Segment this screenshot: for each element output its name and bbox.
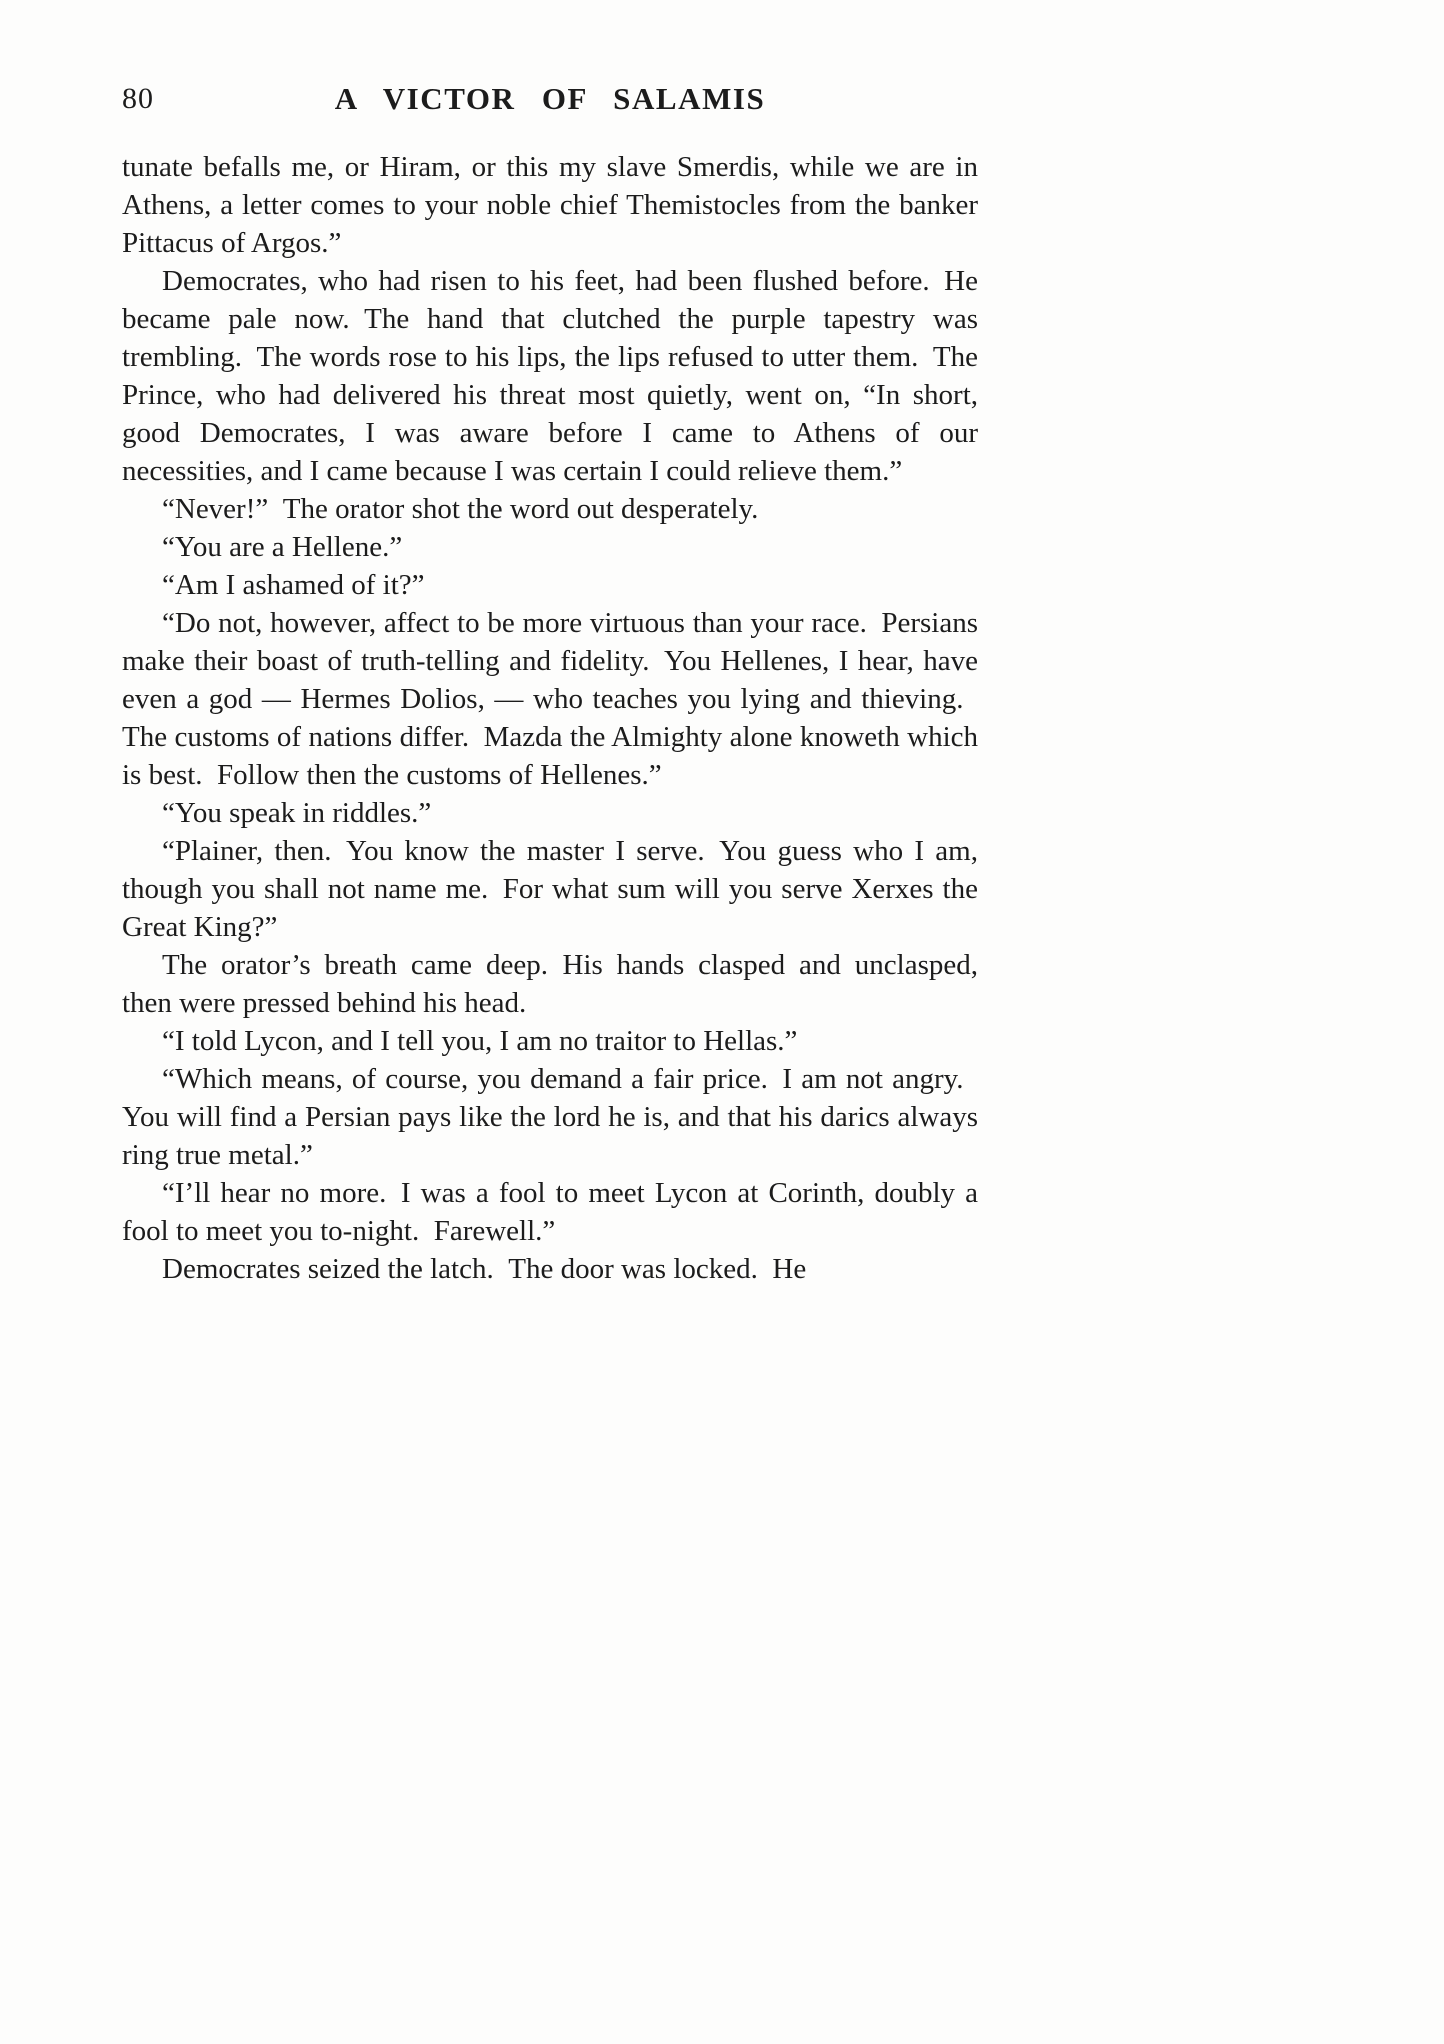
body-text [122, 148, 978, 1288]
paragraph: “Never!” The orator shot the word out desperately. [162, 493, 759, 525]
running-head: A VICTOR OF SALAMIS [334, 81, 766, 116]
paragraph: “I’ll hear no more. I was a fool to meet Lycon at Corinth, doubly a fool to meet you to-night. Farewell.” [122, 1177, 978, 1247]
page-header [122, 78, 978, 120]
paragraph: “Do not, however, affect to be more virtuous than your race. Persians make their boast of truth-telling and fidelity. You Hellenes, I hear, have even a god — Hermes Dolios, — who teaches you lying and thieving. The customs of nations differ. Mazda the Almighty alone knoweth which is best. Follow then the customs of Hellenes.” [122, 607, 978, 791]
text-block [122, 78, 978, 1288]
paragraph: “Am I ashamed of it?” [162, 569, 425, 601]
paragraph: Democrates, who had risen to his feet, had been flushed before. He became pale now. The hand that clutched the purple tapestry was trembling. The words rose to his lips, the lips refused to utter them. The Prince, who had delivered his threat most quietly, went on, “In short, good Democrates, I was aware before I came to Athens of our necessities, and I came because I was certain I could relieve them.” [122, 265, 978, 487]
page-number: 80 [122, 82, 154, 115]
paragraph: “I told Lycon, and I tell you, I am no traitor to Hellas.” [162, 1025, 798, 1057]
paragraph: The orator’s breath came deep. His hands clasped and unclasped, then were pressed behind his head. [122, 949, 978, 1019]
paragraph: Democrates seized the latch. The door was locked. He [162, 1253, 807, 1285]
paragraph: “You speak in riddles.” [162, 797, 432, 829]
paragraph: “Plainer, then. You know the master I serve. You guess who I am, though you shall not name me. For what sum will you serve Xerxes the Great King?” [122, 835, 978, 943]
paragraph: “Which means, of course, you demand a fair price. I am not angry. You will find a Persian pays like the lord he is, and that his darics always ring true metal.” [122, 1063, 978, 1171]
paragraph: tunate befalls me, or Hiram, or this my slave Smerdis, while we are in Athens, a letter comes to your noble chief Themistocles from the banker Pittacus of Argos.” [122, 151, 978, 259]
paragraph: “You are a Hellene.” [162, 531, 403, 563]
